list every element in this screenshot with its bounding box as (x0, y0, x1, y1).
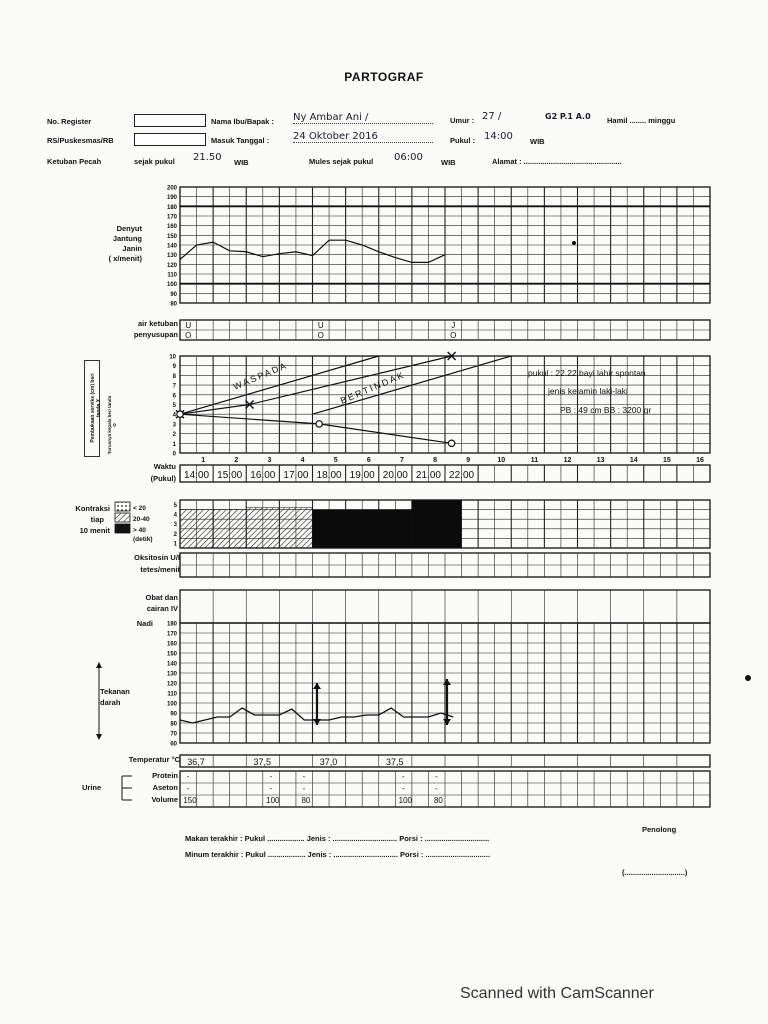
hour-number: 2 (234, 457, 239, 464)
waktu-time: 20.00 (382, 470, 408, 481)
djj-tick: 190 (166, 195, 177, 202)
no-register-label: No. Register (47, 117, 92, 126)
hour-number: 7 (399, 457, 404, 464)
urine-volume-value: 150 (183, 796, 197, 805)
kontraksi-label: Kontraksi tiap 10 menit (75, 504, 110, 535)
descent-o-mark (177, 411, 183, 417)
nadi-tick: 90 (170, 711, 177, 718)
descent-o-mark (448, 440, 454, 446)
djj-tick: 100 (166, 282, 177, 289)
kontraksi-tick: 1 (173, 541, 177, 548)
urine-label: Urine (82, 783, 102, 792)
urine-protein-mark: - (435, 772, 438, 781)
temperatur-label: Temperatur °C (128, 755, 180, 764)
mules-unit: WIB (441, 158, 456, 167)
waspada-text: WASPADA (231, 359, 290, 392)
bp-arrow-head-bottom (443, 719, 451, 725)
hour-number: 9 (466, 457, 471, 464)
ketuban-mark-top: J (451, 321, 456, 330)
kontraksi-fill-black (412, 500, 462, 548)
hour-number: 6 (366, 457, 371, 464)
urine-aseton-mark: - (435, 784, 438, 793)
nadi-tick: 160 (166, 641, 177, 648)
rs-label: RS/Puskesmas/RB (47, 136, 114, 145)
kontraksi-tick: 2 (173, 531, 177, 538)
waktu-time: 19.00 (349, 470, 375, 481)
masuk-value: 24 Oktober 2016 (293, 131, 433, 143)
ketuban-mark-bottom: O (185, 331, 192, 340)
ketuban-mark-bottom: O (317, 331, 324, 340)
urine-aseton-mark: - (401, 784, 405, 793)
pukul-unit: WIB (530, 137, 545, 146)
sejak-label: sejak pukul (134, 157, 175, 166)
hour-number: 15 (663, 457, 671, 464)
urine-aseton-mark: - (186, 784, 190, 793)
urine-volume-value: 100 (266, 796, 280, 805)
djj-tick: 130 (166, 253, 177, 260)
kontraksi-tick: 4 (173, 512, 177, 519)
hour-number: 8 (433, 457, 438, 464)
temperatur-value: 37,5 (253, 757, 272, 767)
urine-volume-value: 80 (433, 796, 443, 805)
legend-hatch-box (115, 513, 130, 522)
camscanner-watermark: Scanned with CamScanner (460, 985, 654, 1002)
urine-protein-mark: - (302, 772, 306, 781)
djj-tick: 80 (170, 301, 177, 308)
obat-label: Obat dan (145, 593, 178, 602)
bertindak-text: BERTINDAK (338, 369, 407, 406)
volume-label: Volume (151, 795, 178, 804)
tetes-label: tetes/menit (140, 565, 180, 574)
nadi-tick: 170 (166, 631, 177, 638)
minum-terakhir: Minum terakhir : Pukul .................. Jenis : ............................... Porsi : ............................... (185, 850, 491, 859)
hamil-label: Hamil ........ minggu (607, 116, 676, 125)
nadi-tick: 70 (170, 731, 177, 738)
pukul-value: 14:00 (484, 131, 513, 142)
nama-value: Ny Ambar Ani / (293, 112, 433, 124)
hour-number: 11 (530, 457, 539, 464)
sejak-unit: WIB (234, 158, 249, 167)
td-bracket-head (96, 662, 102, 668)
aseton-label: Aseton (152, 783, 178, 792)
kontraksi-tick: 5 (173, 503, 177, 509)
urine-volume-value: 100 (398, 796, 412, 805)
waktu-time: 17.00 (283, 470, 309, 481)
makan-terakhir: Makan terakhir : Pukul .................. Jenis : ............................... Porsi : ............................... (185, 834, 490, 843)
descent-line (180, 414, 452, 443)
hour-number: 5 (333, 457, 338, 464)
waktu-time: 21.00 (415, 470, 441, 481)
nadi-tick: 100 (166, 701, 177, 708)
masuk-label: Masuk Tanggal : (211, 136, 270, 145)
kontraksi-tick: 3 (173, 522, 177, 529)
td-bracket-tail (96, 734, 102, 740)
penyusupan-label: penyusupan (133, 330, 178, 339)
djj-tick: 150 (166, 233, 177, 240)
legend-20-40: 20-40 (133, 516, 150, 523)
cairan-label: cairan IV (146, 604, 178, 613)
nadi-tick: 110 (167, 691, 177, 698)
waktu-time: 22.00 (449, 470, 475, 481)
gpa-value: G2 P.1 A.0 (545, 112, 591, 121)
birth-note-1: pukul : 22.22 bayi lahir spontan (528, 368, 646, 378)
djj-tick: 110 (167, 272, 177, 279)
protein-label: Protein (152, 771, 178, 780)
nama-label: Nama Ibu/Bapak : (211, 117, 274, 126)
temperatur-value: 37,0 (319, 757, 338, 767)
td-label-1: Tekanan (100, 687, 130, 696)
urine-protein-mark: - (401, 772, 405, 781)
ketuban-mark-top: U (317, 321, 324, 330)
legend-black-box (115, 524, 130, 533)
djj-tick: 120 (166, 262, 177, 269)
temperatur-value: 37,5 (385, 757, 404, 767)
hour-number: 3 (267, 457, 272, 464)
legend-lt20: < 20 (133, 505, 146, 512)
waktu-time: 18.00 (316, 470, 342, 481)
sejak-value: 21.50 (193, 152, 222, 163)
urine-protein-mark: - (186, 772, 190, 781)
turunnya-label: Turunnya kepala beri tanda O (107, 395, 117, 455)
pukul-label: Pukul : (450, 136, 476, 145)
ketuban-pecah-label: Ketuban Pecah (47, 157, 102, 166)
cervix-tick: 7 (172, 383, 176, 390)
umur-label: Umur : (450, 116, 475, 125)
urine-aseton-mark: - (302, 784, 306, 793)
hour-number: 13 (596, 457, 605, 464)
stray-mark (572, 241, 576, 245)
waktu-time: 15:00 (217, 470, 243, 481)
legend-dots-box (115, 502, 130, 511)
cervix-tick: 5 (172, 403, 176, 409)
bp-arrow-head-bottom (313, 719, 321, 725)
signature-line: (.............................) (622, 868, 688, 877)
djj-label: Denyut Jantung Janin ( x/menit) (108, 224, 142, 263)
pembukaan-label: Pembukaan serviks (cm) beri tanda X (90, 373, 102, 443)
cervix-tick: 1 (172, 441, 176, 448)
hour-number: 4 (300, 457, 305, 464)
nadi-tick: 60 (170, 741, 177, 748)
nadi-tick: 180 (166, 621, 177, 628)
ketuban-mark-bottom: O (450, 331, 457, 340)
margin-dot (745, 675, 751, 681)
bp-arrow-head-top (313, 683, 321, 689)
ketuban-mark-top: U (185, 321, 192, 330)
waktu-time: 16.00 (250, 470, 276, 481)
cervix-tick: 3 (172, 422, 176, 429)
djj-tick: 200 (166, 185, 177, 192)
legend-gt40: > 40 (133, 527, 146, 534)
cervix-tick: 10 (169, 354, 176, 361)
djj-tick: 140 (166, 243, 177, 250)
kontraksi-fill-black (313, 510, 412, 548)
urine-volume-value: 80 (301, 796, 311, 805)
hour-number: 14 (629, 457, 638, 464)
hour-number: 12 (563, 457, 572, 464)
pukul-time-label: (Pukul) (150, 474, 176, 483)
page-title: PARTOGRAF (344, 70, 424, 84)
descent-o-mark (316, 421, 322, 427)
cervix-tick: 2 (172, 432, 176, 439)
penolong-label: Penolong (642, 825, 677, 834)
urine-protein-mark: - (269, 772, 273, 781)
hour-number: 1 (201, 457, 206, 464)
nadi-label: Nadi (136, 619, 153, 628)
djj-tick: 160 (166, 224, 177, 231)
hour-number: 16 (696, 457, 704, 464)
hour-number: 10 (497, 457, 506, 464)
kontraksi-fill-hatch (213, 510, 246, 548)
cervix-tick: 9 (172, 364, 176, 371)
djj-tick: 170 (166, 214, 177, 221)
urine-aseton-mark: - (269, 784, 273, 793)
waktu-time: 14:00 (184, 470, 210, 481)
nadi-tick: 130 (166, 671, 177, 678)
cervix-tick: 8 (172, 373, 176, 380)
nadi-tick: 120 (166, 681, 177, 688)
cervix-tick: 4 (172, 412, 176, 419)
kontraksi-fill-hatch (180, 510, 213, 548)
temperatur-value: 36,7 (187, 757, 205, 767)
umur-value: 27 / (482, 111, 502, 122)
birth-note-3: PB : 49 cm BB : 3200 gr (560, 405, 652, 415)
birth-note-2: jenis kelamin laki-laki (548, 386, 628, 396)
td-label-2: darah (100, 698, 121, 707)
nadi-tick: 80 (170, 721, 177, 728)
bp-arrow-head-top (443, 679, 451, 685)
mules-label: Mules sejak pukul (309, 157, 374, 166)
cervix-tick: 0 (172, 451, 176, 458)
legend-detik: (detik) (133, 536, 153, 543)
oksitosin-label: Oksitosin U/I (134, 553, 180, 562)
mules-value: 06:00 (394, 152, 423, 163)
nadi-tick: 150 (166, 651, 177, 658)
djj-tick: 180 (166, 204, 177, 211)
nadi-tick: 140 (166, 661, 177, 668)
djj-tick: 90 (170, 291, 177, 298)
alamat-label: Alamat : ............................................... (492, 157, 622, 166)
kontraksi-fill-hatch (246, 508, 312, 548)
air-ketuban-label: air ketuban (137, 319, 178, 328)
cervix-tick: 6 (172, 393, 176, 400)
waktu-label: Waktu (153, 462, 176, 471)
